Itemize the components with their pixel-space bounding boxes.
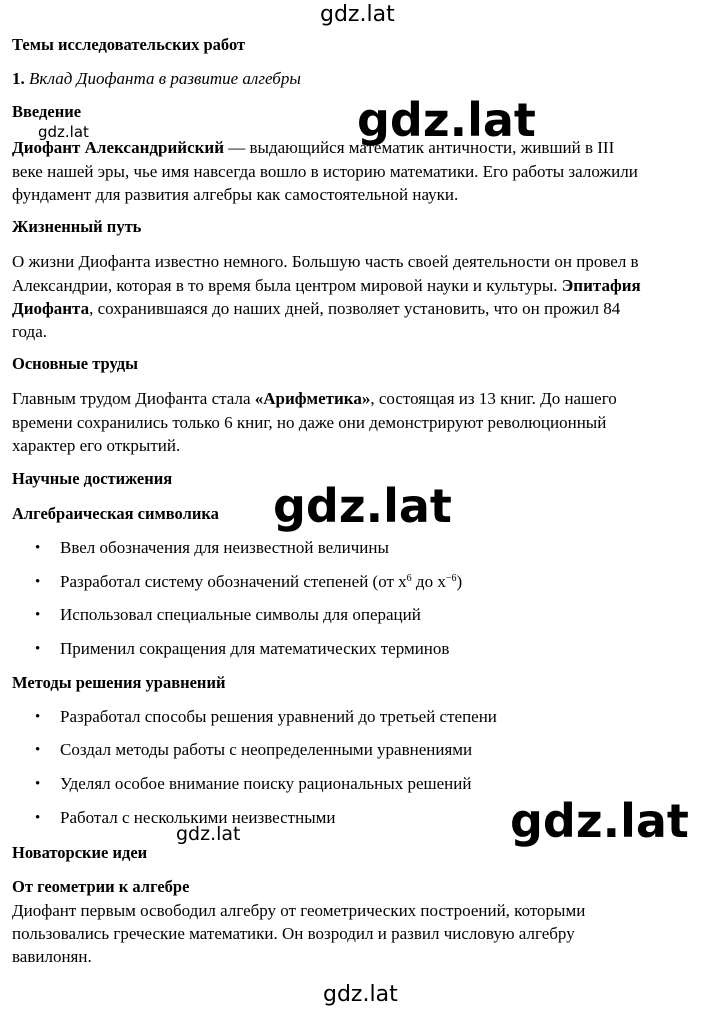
bullet: • [35, 607, 41, 623]
life-heading: Жизненный путь [12, 217, 142, 236]
power-superscript-2: −6 [445, 573, 457, 584]
list-item: Работал с несколькими неизвестными [60, 808, 336, 827]
works-line-1-rest: , состоящая из 13 книг. До нашего [370, 389, 617, 408]
watermark-top: gdz.lat [320, 2, 395, 27]
symbolics-heading: Алгебраическая символика [12, 504, 219, 523]
life-line-2 [12, 277, 641, 294]
watermark-small-1: gdz.lat [38, 123, 89, 141]
innovation-line-2: пользовались греческие математики. Он возродил и развил числовую алгебру [12, 924, 575, 943]
bullet: • [35, 574, 41, 590]
epitaph-bold: Эпитафия [561, 276, 641, 295]
list-item: Разработал способы решения уравнений до третьей степени [60, 707, 497, 726]
intro-line-3: фундамент для развития алгебры как самостоятельной науки. [12, 185, 459, 204]
intro-heading: Введение [12, 102, 82, 121]
innovation-line-1: Диофант первым освободил алгебру от геометрических построений, которыми [12, 901, 586, 920]
intro-name: Диофант Александрийский [12, 138, 225, 157]
works-line-1-text: Главным трудом Диофанта стала [12, 389, 255, 408]
intro-line-1-text: — выдающийся математик античности, живший в III [224, 138, 615, 157]
bullet: • [35, 540, 41, 556]
geometry-heading: От геометрии к алгебре [12, 877, 190, 896]
document-title: Темы исследовательских работ [12, 35, 246, 54]
topic-title: Вклад Диофанта в развитие алгебры [29, 69, 301, 88]
bullet: • [35, 709, 41, 725]
life-line-1: О жизни Диофанта известно немного. Большую часть своей деятельности он провел в [12, 252, 639, 271]
watermark-large-1: gdz.lat [357, 93, 536, 147]
list-item-text: Разработал систему обозначений степеней (от x [60, 572, 407, 591]
power-superscript-1: 6 [406, 573, 412, 584]
bullet: • [35, 742, 41, 758]
bullet: • [35, 810, 41, 826]
bullet: • [35, 776, 41, 792]
list-item: Создал методы работы с неопределенными уравнениями [60, 740, 473, 759]
list-item: Использовал специальные символы для операций [60, 605, 421, 624]
list-item: Ввел обозначения для неизвестной величины [60, 538, 389, 557]
works-line-2: времени сохранились только 6 книг, но даже они демонстрируют революционный [12, 413, 607, 432]
list-item: Уделял особое внимание поиску рациональных решений [60, 774, 472, 793]
topic-line [12, 70, 301, 87]
achievements-heading: Научные достижения [12, 469, 173, 488]
intro-line-2: веке нашей эры, чье имя навсегда вошло в историю математики. Его работы заложили [12, 162, 638, 181]
diophantus-bold: Диофанта [12, 299, 90, 318]
topic-number: 1. [12, 69, 25, 88]
list-item: Применил сокращения для математических терминов [60, 639, 450, 658]
methods-heading: Методы решения уравнений [12, 673, 226, 692]
intro-line-1 [12, 139, 614, 156]
innovation-heading: Новаторские идеи [12, 843, 148, 862]
bullet: • [35, 641, 41, 657]
life-line-4: года. [12, 322, 48, 341]
power-mid-text: до x [411, 572, 446, 591]
watermark-bottom: gdz.lat [323, 982, 398, 1007]
arithmetica-bold: «Арифметика» [254, 389, 371, 408]
life-line-3 [12, 300, 620, 317]
watermark-small-2: gdz.lat [176, 823, 241, 845]
works-line-1 [12, 390, 617, 407]
watermark-large-2: gdz.lat [273, 479, 452, 533]
works-line-3: характер его открытий. [12, 436, 181, 455]
list-item [60, 573, 462, 590]
life-line-2-text: Александрии, которая в то время была центром мировой науки и культуры. [12, 276, 562, 295]
life-line-3-text: , сохранившаяся до наших дней, позволяет установить, что он прожил 84 [89, 299, 621, 318]
works-heading: Основные труды [12, 354, 138, 373]
innovation-line-3: вавилонян. [12, 947, 92, 966]
watermark-large-3: gdz.lat [510, 794, 689, 848]
power-end-text: ) [456, 572, 463, 591]
